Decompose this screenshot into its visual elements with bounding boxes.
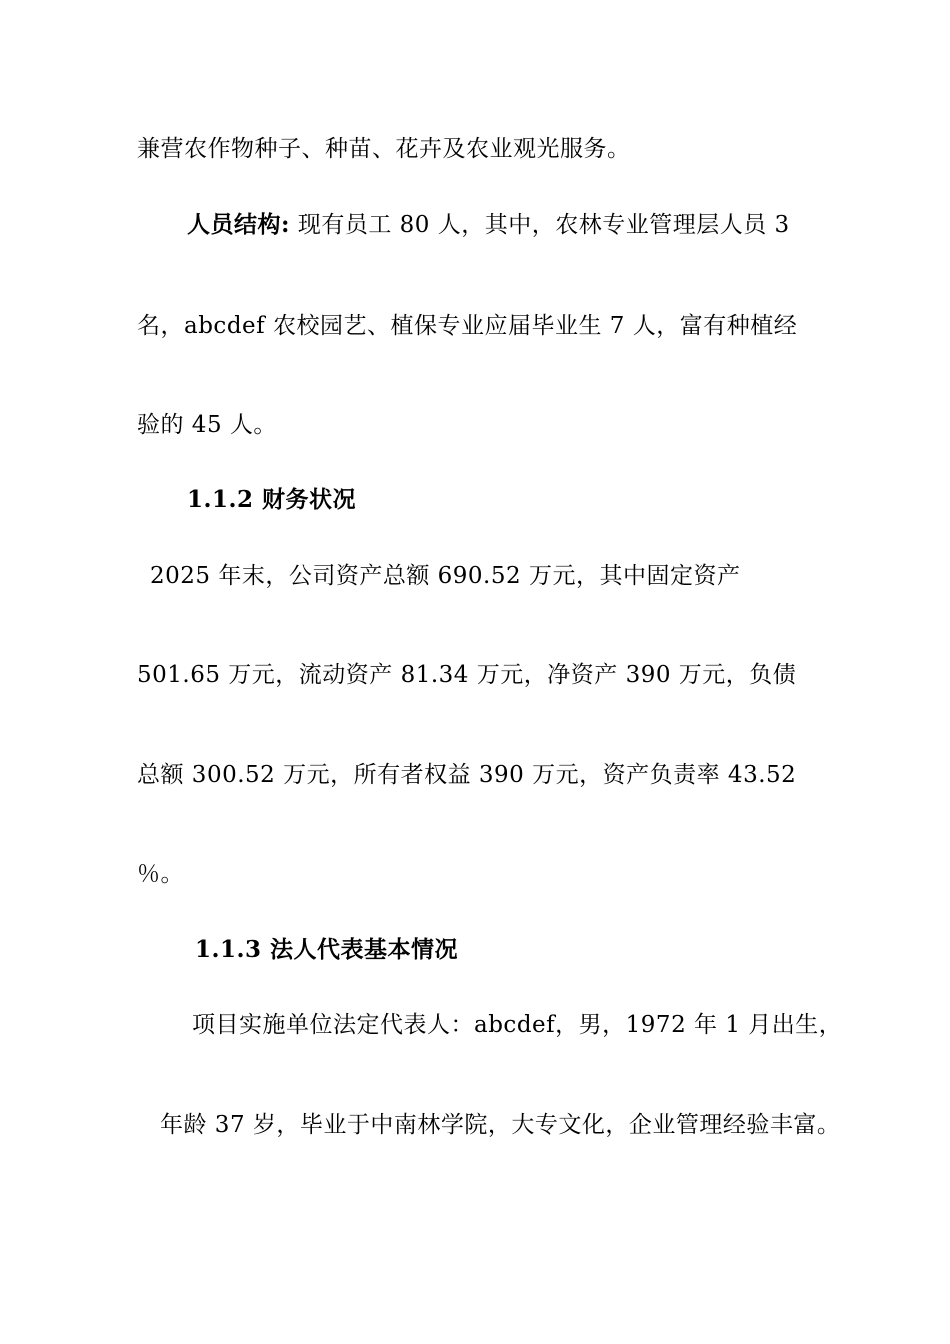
legal-rep-line-1: 项目实施单位法定代表人：abcdef，男，1972 年 1 月出生，	[192, 1012, 843, 1038]
text-line-2	[187, 210, 790, 240]
legal-rep-line-2: 年龄 37 岁，毕业于中南林学院，大专文化，企业管理经验丰富。	[160, 1112, 841, 1138]
finance-line-1: 2025 年末，公司资产总额 690.52 万元，其中固定资产	[150, 563, 741, 589]
text-line-4: 验的 45 人。	[137, 412, 277, 438]
text-line-1: 兼营农作物种子、种苗、花卉及农业观光服务。	[137, 136, 631, 162]
section-heading-legal-rep: 1.1.3 法人代表基本情况	[195, 936, 459, 963]
personnel-label: 人员结构:	[187, 211, 290, 238]
section-heading-finance: 1.1.2 财务状况	[187, 486, 357, 513]
finance-line-4: ％。	[137, 861, 184, 887]
finance-line-2: 501.65 万元，流动资产 81.34 万元，净资产 390 万元，负债	[137, 662, 797, 688]
finance-line-3: 总额 300.52 万元，所有者权益 390 万元，资产负责率 43.52	[137, 762, 797, 788]
text-line-3: 名，abcdef 农校园艺、植保专业应届毕业生 7 人，富有种植经	[137, 313, 798, 339]
personnel-text: 现有员工 80 人，其中，农林专业管理层人员 3	[297, 212, 790, 238]
